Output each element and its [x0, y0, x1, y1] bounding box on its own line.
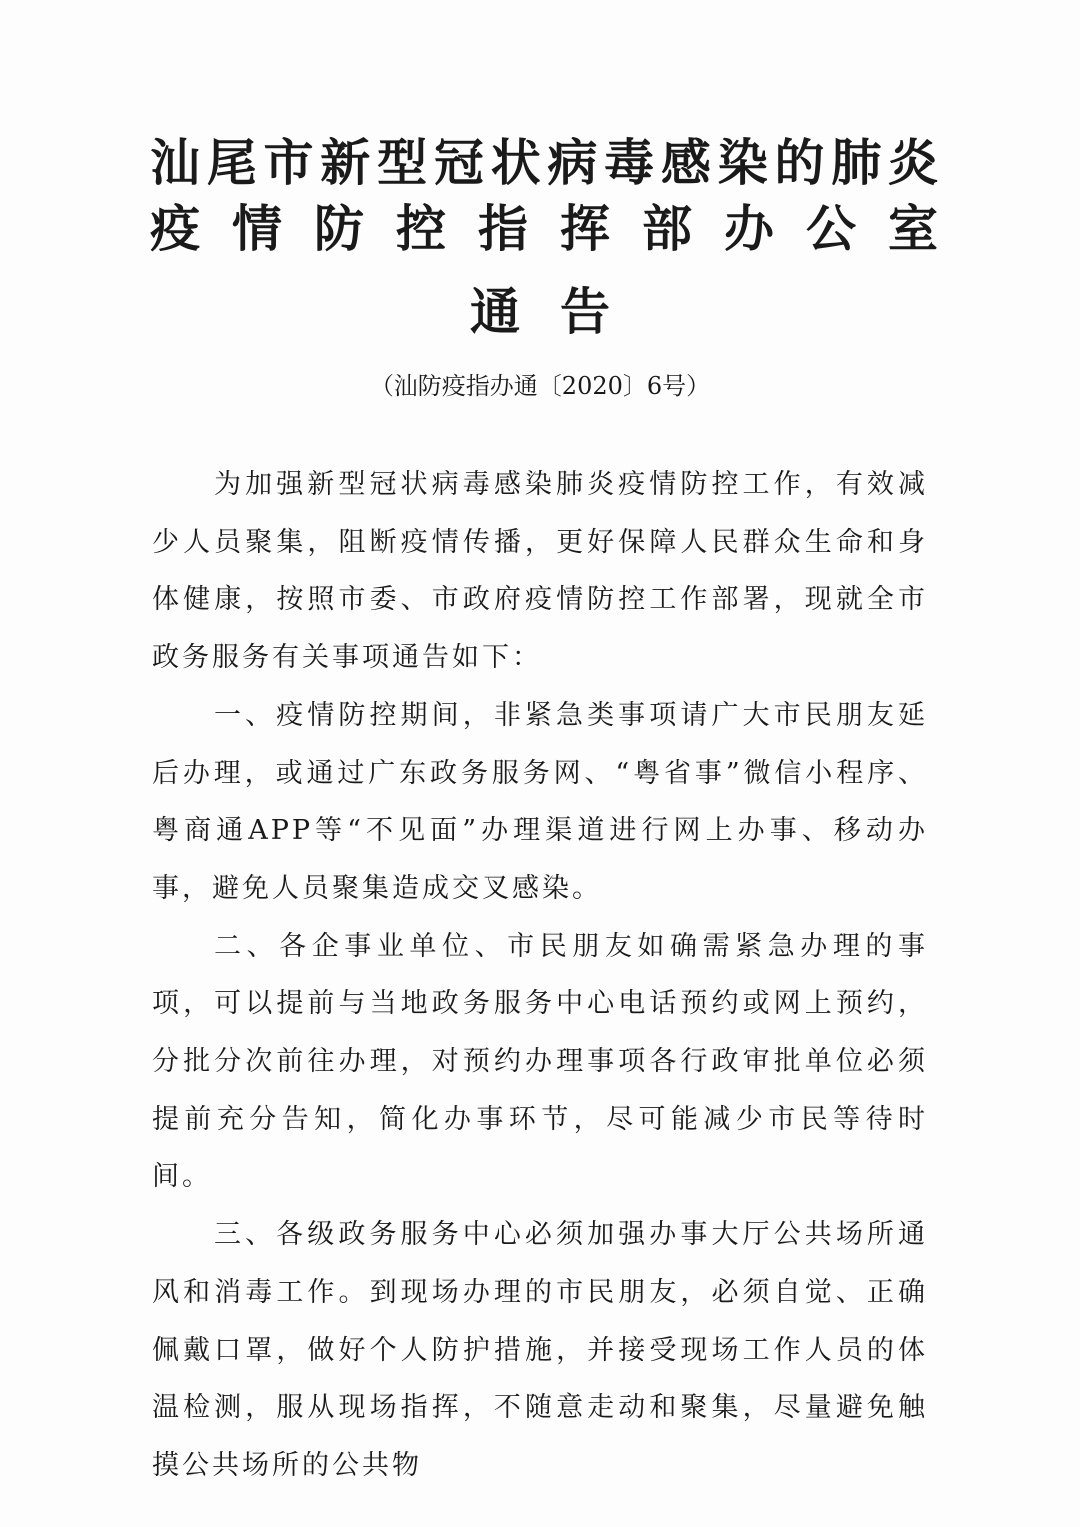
paragraph-item-2: 二、各企事业单位、市民朋友如确需紧急办理的事项，可以提前与当地政务服务中心电话预约或网上预约，分批分次前往办理，对预约办理事项各行政审批单位必须提前充分告知，简化办事环节，尽可能减少市民等待时间。	[152, 930, 928, 1193]
document-title-line-2: 疫情防控指挥部办公室	[150, 200, 940, 258]
paragraph-intro: 为加强新型冠状病毒感染肺炎疫情防控工作，有效减少人员聚集，阻断疫情传播，更好保障人民群众生命和身体健康，按照市委、市政府疫情防控工作部署，现就全市政务服务有关事项通告如下：	[152, 469, 928, 674]
notice-heading: 通告	[470, 283, 650, 341]
paragraph-item-3: 三、各级政务服务中心必须加强办事大厅公共场所通风和消毒工作。到现场办理的市民朋友，必须自觉、正确佩戴口罩，做好个人防护措施，并接受现场工作人员的体温检测，服从现场指挥，不随意走动和聚集，尽量避免触摸公共场所的公共物	[152, 1219, 928, 1481]
paragraph-item-1: 一、疫情防控期间，非紧急类事项请广大市民朋友延后办理，或通过广东政务服务网、“粤省事”微信小程序、粤商通APP等“不见面”办理渠道进行网上办事、移动办事，避免人员聚集造成交叉感染。	[152, 699, 928, 904]
document-title-line-1: 汕尾市新型冠状病毒感染的肺炎	[150, 134, 940, 192]
document-body	[152, 456, 928, 1495]
document-number: （汕防疫指办通〔2020〕6号）	[369, 372, 711, 400]
